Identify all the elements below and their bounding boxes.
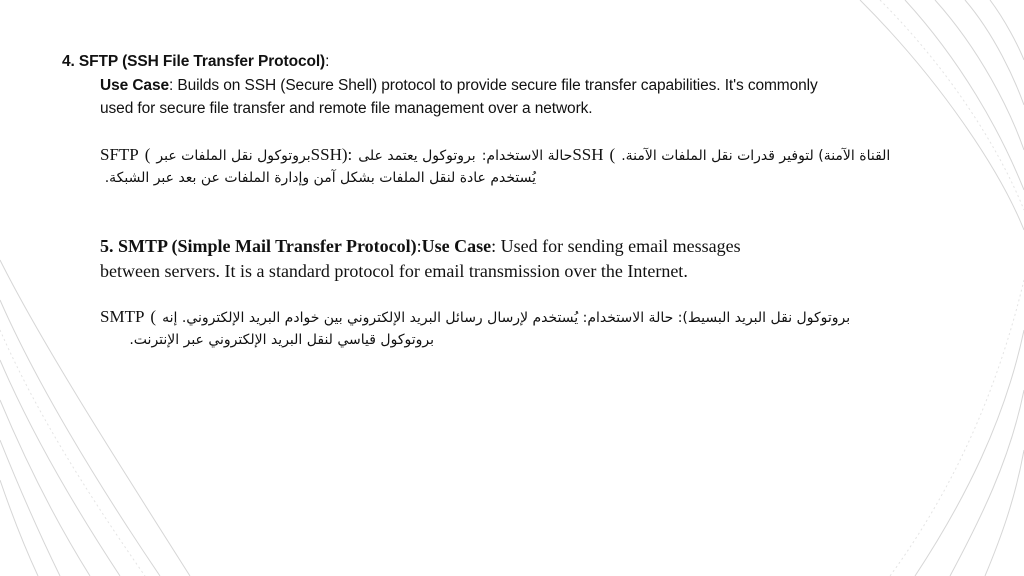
- sftp-ar-term: SFTP: [100, 145, 139, 164]
- sftp-usecase-line2: used for secure file transfer and remote file management over a network.: [100, 100, 593, 117]
- smtp-arabic-line2: بروتوكول قياسي لنقل البريد الإلكتروني عبر الإنترنت.: [129, 332, 434, 348]
- sftp-ar-usecase: حالة الاستخدام:: [481, 148, 573, 164]
- deco-arc: [905, 0, 1024, 190]
- sftp-usecase-text: : Builds on SSH (Secure Shell) protocol to provide secure file transfer capabilities. It's commonly: [169, 77, 818, 94]
- deco-arc: [950, 390, 1024, 576]
- deco-arc: [0, 480, 38, 576]
- sftp-usecase-line1: [100, 77, 818, 95]
- sftp-ar-text3: القناة الآمنة) لتوفير قدرات نقل الملفات الآمنة.: [621, 148, 891, 164]
- sftp-ar-paren: (: [144, 145, 151, 164]
- smtp-ar-paren: (: [150, 307, 157, 326]
- smtp-usecase-line2: between servers. It is a standard protocol for email transmission over the Internet.: [100, 261, 688, 281]
- deco-arc: [990, 0, 1024, 60]
- sftp-ar-text2: بروتوكول يعتمد على: [358, 148, 476, 164]
- sftp-heading-colon: :: [325, 53, 330, 70]
- smtp-heading-colon: :: [416, 236, 422, 256]
- deco-arc: [935, 0, 1024, 150]
- sftp-heading: 4. SFTP (SSH File Transfer Protocol): [62, 53, 326, 70]
- deco-arc: [985, 450, 1024, 576]
- sftp-ar-text1: بروتوكول نقل الملفات عبر: [156, 148, 311, 164]
- deco-arc: [860, 0, 1024, 230]
- smtp-heading: 5. SMTP (Simple Mail Transfer Protocol): [100, 236, 417, 256]
- deco-arc: [0, 360, 120, 576]
- sftp-heading-line: [62, 53, 329, 71]
- deco-arc-dotted: [880, 0, 1024, 210]
- smtp-ar-term: SMTP: [100, 307, 145, 326]
- sftp-ar-ssh: SSH):: [310, 145, 353, 164]
- smtp-arabic-line1: [100, 307, 850, 327]
- sftp-arabic-line2: يُستخدم عادة لنقل الملفات بشكل آمن وإدارة الملفات عن بعد عبر الشبكة.: [104, 170, 536, 186]
- smtp-ar-text1: بروتوكول نقل البريد البسيط): حالة الاستخدام: يُستخدم لإرسال رسائل البريد الإلكتروني بين خوادم البريد الإلكتروني. إنه: [162, 310, 851, 326]
- smtp-usecase-text: : Used for sending email messages: [491, 236, 741, 256]
- sftp-ar-paren2: (: [609, 145, 616, 164]
- sftp-arabic-line1: [100, 145, 890, 165]
- deco-arc: [0, 400, 90, 576]
- sftp-ar-ssh2: SSH: [572, 145, 604, 164]
- sftp-usecase-label: Use Case: [100, 77, 169, 94]
- smtp-usecase-label: Use Case: [421, 236, 492, 256]
- deco-arc: [965, 0, 1024, 105]
- deco-arc-dotted: [890, 280, 1024, 576]
- smtp-heading-line: [100, 236, 741, 257]
